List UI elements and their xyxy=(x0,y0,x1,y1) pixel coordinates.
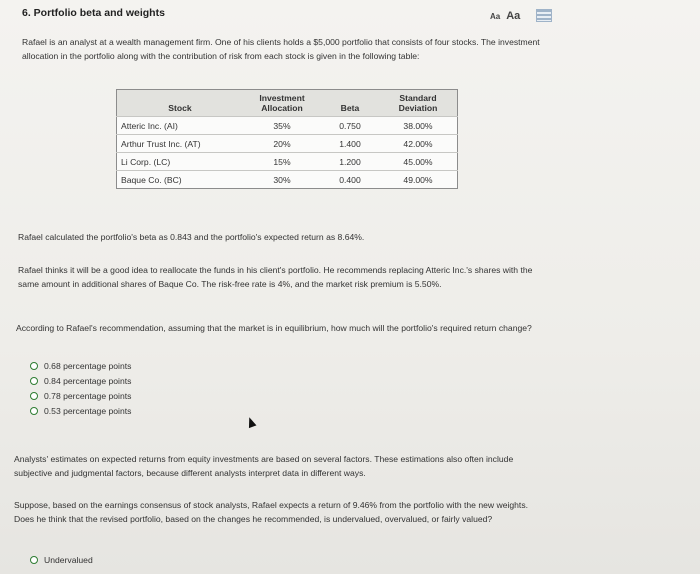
option-label: 0.78 percentage points xyxy=(44,390,132,401)
font-size-controls xyxy=(490,10,520,22)
cell-stock: Atteric Inc. (AI) xyxy=(117,117,244,135)
cell-beta: 1.200 xyxy=(321,153,379,171)
option-0-68[interactable] xyxy=(30,358,131,373)
valuation-question: Suppose, based on the earnings consensus of stock analysts, Rafael expects a return of 9.46% from the portfolio with the new weights. Does he think that the revised portfolio, based on the changes he recommended, is undervalued, overvalued, or fairly valued? xyxy=(14,500,529,524)
radio-button[interactable] xyxy=(30,377,38,385)
option-label: 0.68 percentage points xyxy=(44,360,132,371)
intro-paragraph: Rafael is an analyst at a wealth management firm. One of his clients holds a $5,000 portfolio that consists of four stocks. The investment allocation in the portfolio along with the contribution of risk from each stock is given in the following table: xyxy=(22,37,540,61)
cell-allocation: 30% xyxy=(243,171,321,189)
cell-std-dev: 49.00% xyxy=(379,171,458,189)
answer-options xyxy=(30,358,131,418)
calculation-paragraph: Rafael calculated the portfolio's beta as 0.843 and the portfolio's expected return as 8.64%. xyxy=(18,232,365,242)
decrease-font-button[interactable]: Aa xyxy=(490,12,501,21)
option-label: 0.53 percentage points xyxy=(44,405,132,416)
header-allocation-line2: Allocation xyxy=(261,103,303,113)
cell-std-dev: 45.00% xyxy=(379,153,458,171)
option-0-53[interactable] xyxy=(30,403,131,418)
reallocation-paragraph: Rafael thinks it will be a good idea to reallocate the funds in his client's portfolio. He recommends replacing Atteric Inc.'s shares with the same amount in additional shares of Baque Co. The risk-free rate is 4%, and the market risk premium is 5.50%. xyxy=(18,265,533,289)
cell-allocation: 20% xyxy=(243,135,321,153)
cell-beta: 0.400 xyxy=(321,171,379,189)
increase-font-button[interactable]: Aa xyxy=(506,10,521,22)
header-std-dev-line2: Deviation xyxy=(398,103,438,113)
radio-button[interactable] xyxy=(30,392,38,400)
table-row xyxy=(117,135,458,153)
document-list-icon[interactable] xyxy=(536,9,552,22)
cell-stock: Arthur Trust Inc. (AT) xyxy=(117,135,244,153)
header-std-dev-line1: Standard xyxy=(399,93,437,103)
option-undervalued[interactable] xyxy=(30,552,93,567)
radio-button[interactable] xyxy=(30,556,38,564)
header-allocation-line1: Investment xyxy=(259,93,305,103)
cell-allocation: 15% xyxy=(243,153,321,171)
header-beta: Beta xyxy=(340,103,360,113)
option-label: Undervalued xyxy=(44,554,93,565)
option-0-78[interactable] xyxy=(30,388,131,403)
radio-button[interactable] xyxy=(30,407,38,415)
cell-stock: Baque Co. (BC) xyxy=(117,171,244,189)
header-stock: Stock xyxy=(168,103,192,113)
header-allocation xyxy=(243,90,321,117)
question-title: 6. Portfolio beta and weights xyxy=(22,7,165,19)
radio-button[interactable] xyxy=(30,362,38,370)
option-0-84[interactable] xyxy=(30,373,131,388)
table-row xyxy=(117,117,458,135)
option-label: 0.84 percentage points xyxy=(44,375,132,386)
cell-std-dev: 42.00% xyxy=(379,135,458,153)
cell-beta: 0.750 xyxy=(321,117,379,135)
cell-stock: Li Corp. (LC) xyxy=(117,153,244,171)
table-row xyxy=(117,171,458,189)
header-std-dev xyxy=(379,90,458,117)
portfolio-table xyxy=(116,89,458,189)
cell-allocation: 35% xyxy=(243,117,321,135)
required-return-question: According to Rafael's recommendation, assuming that the market is in equilibrium, how much will the portfolio's required return change? xyxy=(16,323,532,333)
cell-std-dev: 38.00% xyxy=(379,117,458,135)
cell-beta: 1.400 xyxy=(321,135,379,153)
table-row xyxy=(117,153,458,171)
table-header-row xyxy=(117,90,458,117)
analysts-paragraph: Analysts' estimates on expected returns from equity investments are based on several factors. These estimations also often include subjective and judgmental factors, because different analysts interpret data in different ways. xyxy=(14,454,514,478)
mouse-pointer-icon xyxy=(246,416,257,428)
